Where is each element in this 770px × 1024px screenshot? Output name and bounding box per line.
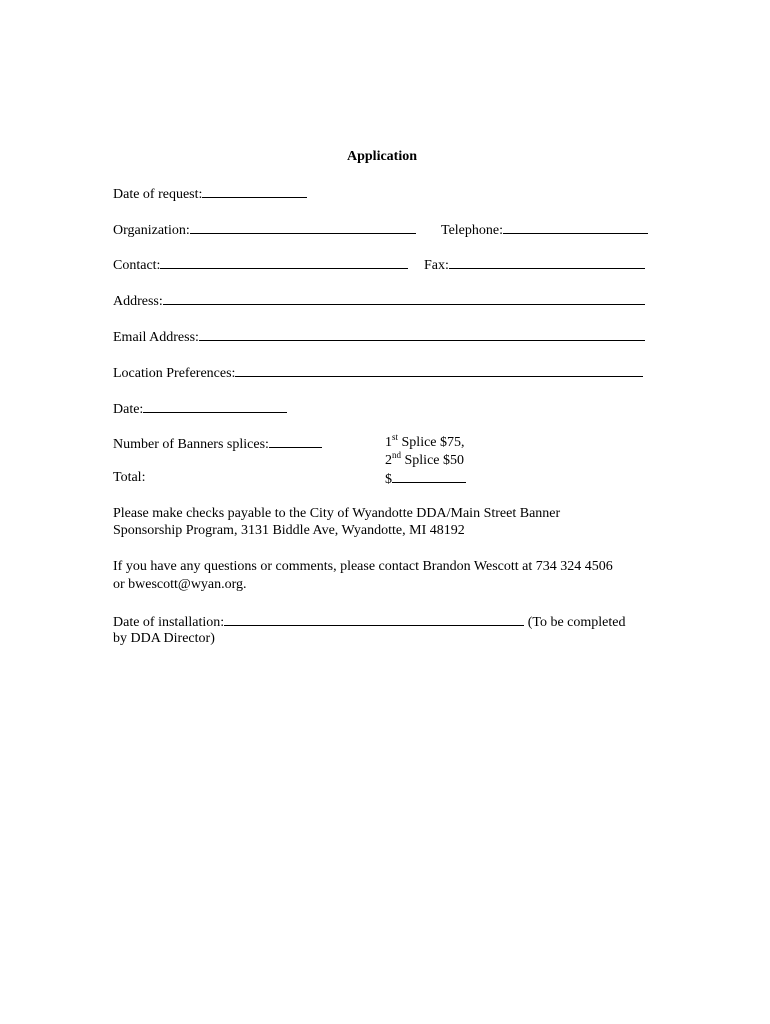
- page-title: Application: [347, 149, 418, 164]
- banners-label: Number of Banners splices:: [113, 437, 269, 452]
- dollar-sign: $: [385, 472, 392, 487]
- fax-row: [424, 255, 645, 274]
- installation-field[interactable]: [224, 612, 524, 626]
- date-field[interactable]: [143, 399, 287, 413]
- telephone-field[interactable]: [503, 220, 648, 234]
- installation-label: Date of installation:: [113, 615, 225, 630]
- address-row: [113, 291, 645, 310]
- contact-info-line-1: If you have any questions or comments, please contact Brandon Wescott at 734 324 4506: [113, 559, 613, 574]
- organization-label: Organization:: [113, 223, 190, 238]
- second-splice-price: 2nd Splice $50: [385, 450, 464, 468]
- location-field[interactable]: [235, 363, 643, 377]
- installation-row: [113, 612, 625, 631]
- email-row: [113, 327, 645, 346]
- fax-field[interactable]: [449, 255, 645, 269]
- total-field[interactable]: [392, 469, 466, 483]
- telephone-row: [441, 220, 648, 239]
- first-splice-price: 1st Splice $75,: [385, 432, 465, 450]
- total-row: [385, 469, 466, 488]
- banners-field[interactable]: [269, 434, 322, 448]
- date-of-request-field[interactable]: [202, 184, 307, 198]
- date-of-request-row: [113, 184, 307, 203]
- date-of-request-label: Date of request:: [113, 187, 203, 202]
- location-row: [113, 363, 643, 382]
- date-label: Date:: [113, 402, 144, 417]
- location-label: Location Preferences:: [113, 366, 236, 381]
- fax-label: Fax:: [424, 258, 449, 273]
- email-field[interactable]: [199, 327, 645, 341]
- contact-row: [113, 255, 408, 274]
- address-label: Address:: [113, 294, 163, 309]
- organization-field[interactable]: [190, 220, 416, 234]
- total-label: Total:: [113, 470, 146, 485]
- date-row: [113, 399, 287, 418]
- contact-field[interactable]: [160, 255, 408, 269]
- email-label: Email Address:: [113, 330, 199, 345]
- installation-note: (To be completed: [524, 615, 626, 630]
- contact-info-line-2: or bwescott@wyan.org.: [113, 577, 247, 592]
- contact-label: Contact:: [113, 258, 161, 273]
- organization-row: [113, 220, 416, 239]
- banners-row: [113, 434, 322, 453]
- payment-line-2: Sponsorship Program, 3131 Biddle Ave, Wyandotte, MI 48192: [113, 523, 465, 538]
- telephone-label: Telephone:: [441, 223, 503, 238]
- payment-line-1: Please make checks payable to the City of Wyandotte DDA/Main Street Banner: [113, 506, 561, 521]
- installation-note-line-2: by DDA Director): [113, 631, 215, 646]
- address-field[interactable]: [163, 291, 645, 305]
